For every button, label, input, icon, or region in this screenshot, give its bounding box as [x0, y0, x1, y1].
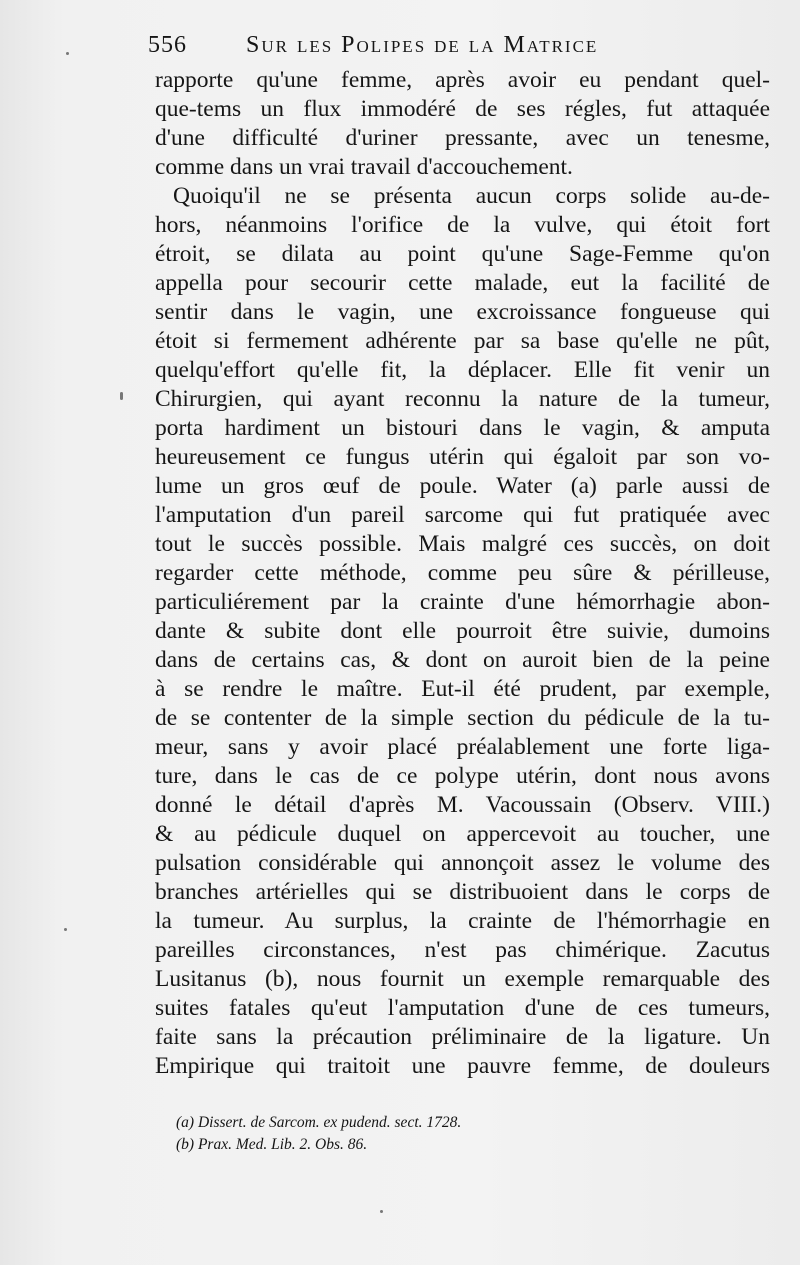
footnotes — [176, 1112, 576, 1156]
text-line: faite sans la précaution préliminaire de la ligature. Un — [155, 1024, 770, 1050]
text-line: étoit si fermement adhérente par sa base qu'elle ne pût, — [155, 328, 770, 354]
text-line: quelqu'effort qu'elle fit, la déplacer. Elle fit venir un — [155, 357, 770, 383]
text-line: suites fatales qu'eut l'amputation d'une de ces tumeurs, — [155, 995, 770, 1021]
page-number: 556 — [148, 32, 187, 58]
text-line: hors, néanmoins l'orifice de la vulve, qui étoit fort — [155, 212, 770, 238]
text-line: d'une difficulté d'uriner pressante, avec un tenesme, — [155, 125, 770, 151]
text-line: Chirurgien, qui ayant reconnu la nature de la tumeur, — [155, 386, 770, 412]
page-header — [148, 28, 678, 68]
paper-speck — [380, 1210, 383, 1213]
text-line: branches artérielles qui se distribuoient dans le corps de — [155, 879, 770, 905]
paper-speck — [66, 52, 69, 55]
text-line: appella pour secourir cette malade, eut la facilité de — [155, 270, 770, 296]
text-line: pulsation considérable qui annonçoit assez le volume des — [155, 850, 770, 876]
text-line: rapporte qu'une femme, après avoir eu pendant quel- — [155, 67, 770, 93]
text-line: à se rendre le maître. Eut-il été prudent, par exemple, — [155, 676, 770, 702]
text-line: Lusitanus (b), nous fournit un exemple remarquable des — [155, 966, 770, 992]
text-line: porta hardiment un bistouri dans le vagin, & amputa — [155, 415, 770, 441]
text-line: de se contenter de la simple section du pédicule de la tu- — [155, 705, 770, 731]
text-line: lume un gros œuf de poule. Water (a) parle aussi de — [155, 473, 770, 499]
text-line: sentir dans le vagin, une excroissance fongueuse qui — [155, 299, 770, 325]
text-line: ture, dans le cas de ce polype utérin, dont nous avons — [155, 763, 770, 789]
text-line: l'amputation d'un pareil sarcome qui fut pratiquée avec — [155, 502, 770, 528]
paper-speck — [64, 928, 67, 931]
text-line: étroit, se dilata au point qu'une Sage-Femme qu'on — [155, 241, 770, 267]
body-text — [155, 66, 770, 1081]
running-title: Sur les Polipes de la Matrice — [246, 32, 599, 58]
text-line: pareilles circonstances, n'est pas chimérique. Zacutus — [155, 937, 770, 963]
text-line: & au pédicule duquel on appercevoit au toucher, une — [155, 821, 770, 847]
text-line: donné le détail d'après M. Vacoussain (Observ. VIII.) — [155, 792, 770, 818]
text-line: dans de certains cas, & dont on auroit bien de la peine — [155, 647, 770, 673]
text-line: Empirique qui traitoit une pauvre femme, de douleurs — [155, 1053, 770, 1079]
footnote-a: (a) Dissert. de Sarcom. ex pudend. sect. 1728. — [176, 1114, 462, 1131]
paper-speck — [120, 392, 123, 400]
text-line: que-tems un flux immodéré de ses régles, fut attaquée — [155, 96, 770, 122]
text-line: particuliérement par la crainte d'une hémorrhagie abon- — [155, 589, 770, 615]
text-line: tout le succès possible. Mais malgré ces succès, on doit — [155, 531, 770, 557]
text-line: heureusement ce fungus utérin qui égaloit par son vo- — [155, 444, 770, 470]
text-line: comme dans un vrai travail d'accouchement. — [155, 154, 573, 180]
footnote-b: (b) Prax. Med. Lib. 2. Obs. 86. — [176, 1136, 368, 1153]
text-line: la tumeur. Au surplus, la crainte de l'hémorrhagie en — [155, 908, 770, 934]
text-line: regarder cette méthode, comme peu sûre & périlleuse, — [155, 560, 770, 586]
text-line: dante & subite dont elle pourroit être suivie, dumoins — [155, 618, 770, 644]
text-line: meur, sans y avoir placé préalablement une forte liga- — [155, 734, 770, 760]
text-line: Quoiqu'il ne se présenta aucun corps solide au-de- — [173, 183, 770, 209]
